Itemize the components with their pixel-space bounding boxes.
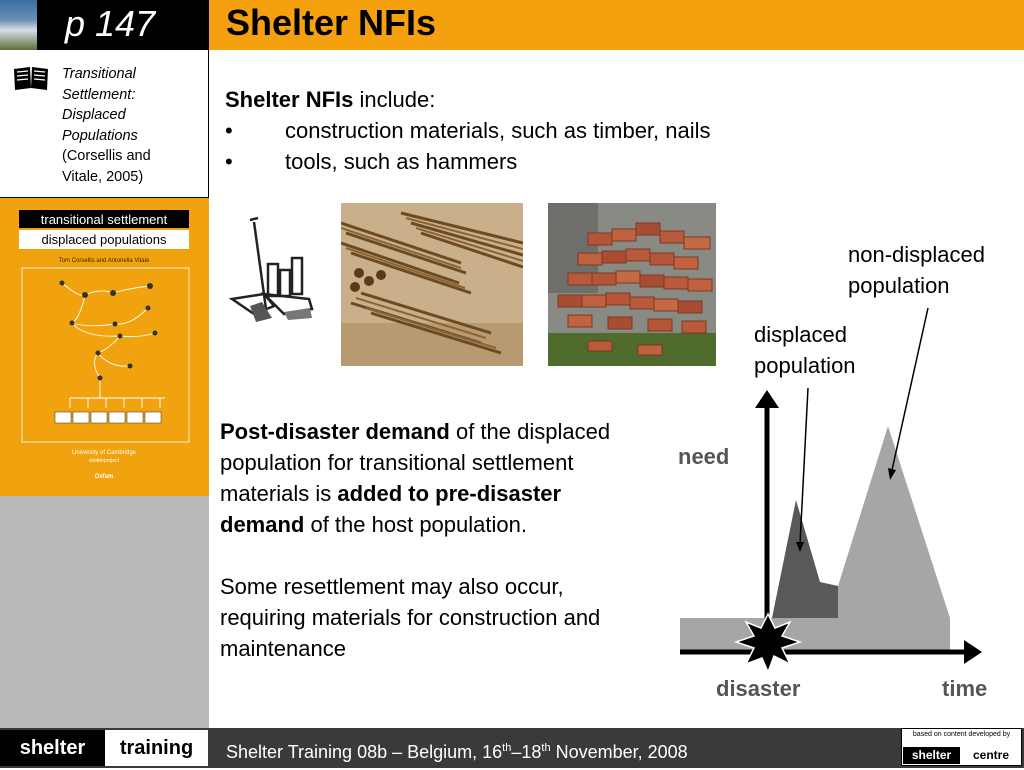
ref-line: Transitional bbox=[62, 66, 136, 82]
paragraph-demand bbox=[220, 416, 640, 540]
x-axis-label: time bbox=[942, 676, 988, 701]
sidebar-filler bbox=[0, 496, 209, 728]
body-paragraphs bbox=[220, 416, 640, 695]
x-axis-arrow bbox=[964, 640, 982, 664]
credit-badge-centre: centre bbox=[972, 748, 1010, 762]
bullet-text: construction materials, such as timber, nails bbox=[285, 118, 711, 143]
para1-text-2: of the host population. bbox=[304, 512, 527, 537]
intro-lead-rest: include: bbox=[353, 87, 436, 112]
slide-title: Shelter NFIs bbox=[226, 2, 437, 43]
footer-brand-training: training bbox=[105, 730, 208, 766]
nondisplaced-pointer-line bbox=[892, 308, 928, 470]
book-cover-art bbox=[0, 198, 209, 496]
page-number: p 147 bbox=[37, 0, 209, 50]
displaced-label-1: displaced bbox=[754, 322, 847, 347]
book-icon bbox=[12, 64, 50, 92]
timber-bundles-photo bbox=[341, 203, 523, 366]
displaced-demand-peak bbox=[772, 500, 838, 618]
y-axis-arrow bbox=[755, 390, 779, 408]
para1-text-1: of the displaced population for transitional settlement materials is bbox=[220, 419, 611, 506]
y-axis-label: need bbox=[678, 444, 730, 469]
paragraph-resettlement: Some resettlement may also occur, requiring materials for construction and maintenance bbox=[220, 574, 601, 661]
footer-sup-2: th bbox=[541, 742, 551, 754]
x-axis-event-label: disaster bbox=[716, 676, 801, 701]
ref-line: Populations bbox=[62, 127, 138, 144]
disaster-starburst-icon bbox=[736, 614, 800, 672]
bullet-mark: • bbox=[225, 149, 233, 174]
intro-text bbox=[225, 84, 825, 177]
intro-lead bbox=[225, 84, 825, 115]
demand-diagram bbox=[660, 230, 1024, 710]
cover-title-2: displaced populations bbox=[41, 232, 167, 247]
para1-bold-2: added to pre-disaster demand bbox=[220, 481, 562, 537]
bullet-text: tools, such as hammers bbox=[285, 149, 518, 174]
cover-publisher: Oxfam bbox=[94, 474, 114, 480]
bullet-item bbox=[225, 146, 825, 177]
credit-badge-caption: based on content developed by bbox=[912, 731, 1011, 738]
cover-university: University of Cambridge bbox=[71, 450, 137, 456]
displaced-pointer-line bbox=[800, 388, 808, 544]
displaced-label-2: population bbox=[754, 353, 856, 378]
footer-brand-shelter: shelter bbox=[0, 730, 105, 766]
ref-line: Settlement: bbox=[62, 86, 136, 103]
ref-line: Displaced bbox=[62, 107, 126, 123]
footer-event-text bbox=[226, 730, 688, 770]
para1-bold-1: Post-disaster demand bbox=[220, 419, 450, 444]
baseline-demand-band bbox=[680, 618, 950, 650]
cover-authors: Tom Corsellis and Antonella Vitale bbox=[58, 258, 150, 264]
book-cover bbox=[0, 198, 209, 496]
header-thumbnail-image bbox=[0, 0, 37, 50]
footer-event-dash: –18 bbox=[511, 742, 542, 762]
ref-line: (Corsellis and bbox=[62, 148, 151, 164]
footer-event-suffix: November, 2008 bbox=[550, 742, 688, 762]
cover-project: shelterproject bbox=[88, 458, 120, 464]
credit-badge-shelter: shelter bbox=[903, 747, 960, 764]
nondisplaced-label-1: non-displaced bbox=[848, 242, 985, 267]
intro-lead-bold: Shelter NFIs bbox=[225, 87, 354, 112]
tools-sketch-image bbox=[224, 214, 318, 334]
cover-title-1: transitional settlement bbox=[40, 212, 168, 227]
bullet-mark: • bbox=[225, 118, 233, 143]
host-demand-peak bbox=[828, 426, 950, 618]
reference-citation bbox=[62, 64, 202, 187]
nondisplaced-label-2: population bbox=[848, 273, 950, 298]
footer-sup-1: th bbox=[502, 742, 512, 754]
bullet-item bbox=[225, 115, 825, 146]
ref-line: Vitale, 2005) bbox=[62, 168, 144, 185]
footer-event-prefix: Shelter Training 08b – Belgium, 16 bbox=[226, 742, 503, 762]
